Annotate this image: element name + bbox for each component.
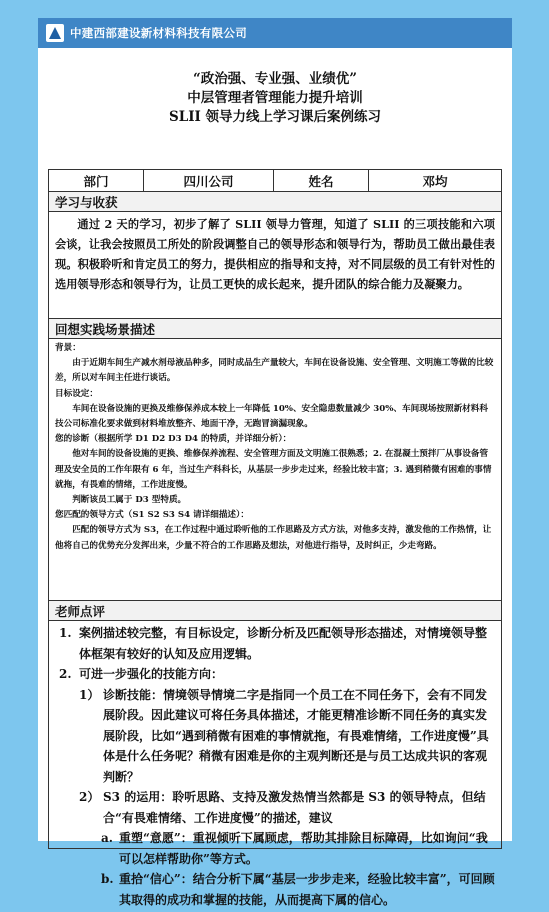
comment-subitem: 1） 诊断技能：情境领导情境二字是指同一个员工在不同任务下，会有不同发展阶段。因此建议可将任务具体描述，才能更精准诊断不同任务的真实发展阶段，比如“遇到稍微有困难的事情就拖，有畏难情绪，工作进度慢”具体是什么任务呢？稍微有困难是你的主观判断还是与员工达成共识的客观判断？ <box>79 687 489 784</box>
learning-heading: 学习与收获 <box>49 192 501 212</box>
comment-point: a. 重塑“意愿”：重视倾听下属顾虑，帮助其排除目标障碍，比如询问“我可以怎样帮助你”等方式。 <box>101 831 488 866</box>
document-frame <box>38 18 512 907</box>
name-label: 姓名 <box>274 170 369 191</box>
teacher-section <box>49 621 501 912</box>
info-row <box>49 170 501 192</box>
scene-heading: 回想实践场景描述 <box>49 319 501 339</box>
background-label: 背景： <box>55 343 81 353</box>
scene-section <box>49 339 501 601</box>
teacher-heading: 老师点评 <box>49 601 501 621</box>
dept-label: 部门 <box>49 170 144 191</box>
learning-text: 通过 2 天的学习，初步了解了 SLII 领导力管理，知道了 SLII 的三项技能和六项会谈，让我会按照员工所处的阶段调整自己的领导形态和领导行为，帮助员工做出最佳表现。积极聆听和肯定员工的努力，提供相应的指导和支持，对不同层级的员工有针对性的选用领导形态和领导行为，让员工更快的成长起来，提升团队的综合能力及凝聚力。 <box>55 217 495 291</box>
exercise-sheet <box>48 169 502 907</box>
company-name: 中建西部建设新材料科技有限公司 <box>70 26 247 40</box>
style-label: 您匹配的领导方式（S1 S2 S3 S4 请详细描述）： <box>55 510 249 521</box>
comment-point: b. 重拾“信心”：结合分析下属“基层一步步走来，经验比较丰富”，可回顾其取得的成功和掌握的技能，从而提高下属的信心。 <box>101 872 495 907</box>
dept-value: 四川公司 <box>144 170 274 191</box>
name-value: 邓均 <box>422 173 448 189</box>
document-titles <box>38 70 512 127</box>
comment-item: 1. 案例描述较完整，有目标设定，诊断分析及匹配领导形态描述，对情境领导整体框架有较好的认知及应用逻辑。 <box>59 626 488 661</box>
background-text: 由于近期车间生产减水剂母液品种多，同时成品生产量较大，车间在设备设施、安全管理、文明施工等做的比较差，所以对车间主任进行谈话。 <box>55 358 494 384</box>
learning-section <box>49 212 501 319</box>
title-training: 中层管理者管理能力提升培训 <box>187 90 363 106</box>
title-exercise: SLII 领导力线上学习课后案例练习 <box>168 109 382 125</box>
goal-text: 车间在设备设施的更换及维修保养成本较上一年降低 10%、安全隐患数量减少 30%、车间现场按照新材料科技公司标准化要求做到材料堆放整齐、地面干净，无跑冒滴漏现象。 <box>55 403 488 430</box>
company-logo-icon <box>46 24 64 42</box>
scene-content <box>49 341 501 554</box>
judge-text: 判断该员工属于 D3 型特质。 <box>72 495 187 506</box>
diagnosis-text: 他对车间的设备设施的更换、维修保养流程、安全管理方面及文明施工很熟悉；2. 在混凝土预拌厂从事设备管理及安全员的工作年限有 6 年，当过生产科科长，从基层一步步走过来，经验比较丰富；3. 遇到稍微有困难的事情就拖，有畏难的情绪，工作进度慢。 <box>55 449 492 490</box>
diagnosis-label: 您的诊断（根据所学 D1 D2 D3 D4 的特质，并详细分析）： <box>55 434 292 445</box>
goal-label: 目标设定： <box>55 388 98 399</box>
style-text: 匹配的领导方式为 S3，在工作过程中通过聆听他的工作思路及方式方法，对他多支持，激发他的工作热情，让他将自己的优势充分发挥出来，少量不符合的工作思路及想法，对他进行指导，及时纠正，少走弯路。 <box>55 525 492 551</box>
company-banner <box>38 18 512 48</box>
title-slogan: “政治强、专业强、业绩优” <box>192 71 358 87</box>
comment-item: 2. 可进一步强化的技能方向： <box>59 667 224 681</box>
comment-subitem: 2） S3 的运用：聆听思路、支持及激发热情当然都是 S3 的领导特点，但结合“有畏难情绪、工作进度慢”的描述，建议 <box>79 790 486 825</box>
